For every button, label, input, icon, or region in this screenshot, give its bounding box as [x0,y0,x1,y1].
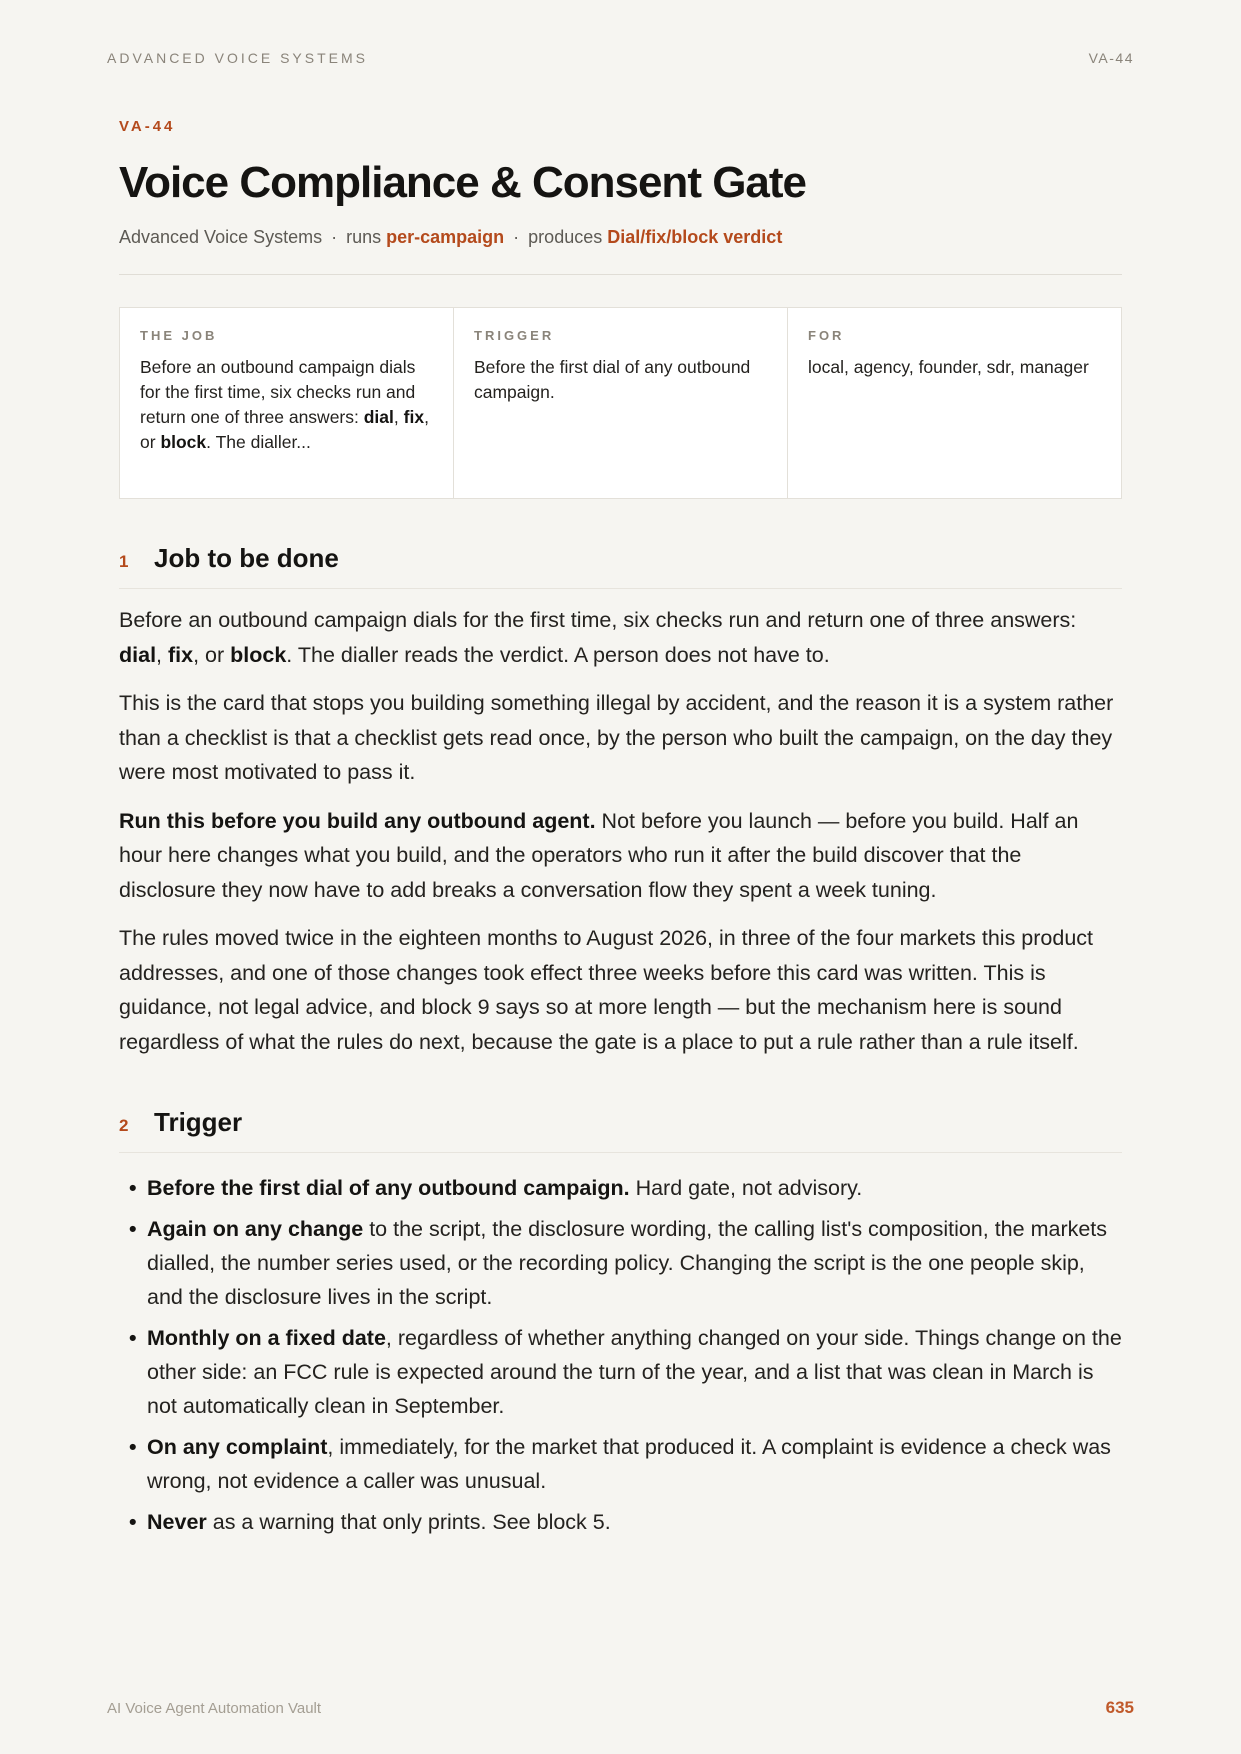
section-title: Job to be done [154,543,339,573]
summary-label: FOR [808,328,845,343]
meta-separator: · [513,227,520,247]
card-code: VA-44 [119,118,176,135]
section-heading [119,1107,1122,1153]
list-item: • Monthly on a fixed date, regardless of whether anything changed on your side. Things change on the other side: an FCC rule is expected around the turn of the year, and a list that was clean in March is not automatically clean in September. [119,1321,1122,1423]
paragraph: This is the card that stops you building something illegal by accident, and the reason it is a system rather than a checklist is that a checklist gets read once, by the person who built the campaign, on the day they were most motivated to pass it. [119,691,1114,784]
page-title: Voice Compliance & Consent Gate [119,158,807,207]
section-title: Trigger [154,1107,243,1137]
section-number: 1 [119,552,129,571]
list-item: • On any complaint, immediately, for the market that produced it. A complaint is evidence a check was wrong, not evidence a caller was unusual. [119,1430,1122,1498]
list-item: • Before the first dial of any outbound campaign. Hard gate, not advisory. [119,1171,1122,1205]
list-item: • Again on any change to the script, the disclosure wording, the calling list's composition, the markets dialled, the number series used, or the recording policy. Changing the script is the one people skip, and the disclosure lives in the script. [119,1212,1122,1314]
trigger-list [119,1171,1122,1539]
meta-separator: · [331,227,338,247]
section-heading [119,543,1122,589]
card-content [119,118,1122,1546]
section-trigger [119,1107,1122,1539]
meta-system: Advanced Voice Systems [119,227,323,247]
page-number: 635 [1105,1698,1134,1717]
paragraph: Before an outbound campaign dials for the first time, six checks run and return one of three answers: dial, fix, or block. The dialler reads the verdict. A person does not have to. [119,608,1077,667]
paragraph: Run this before you build any outbound agent. Not before you launch — before you build. Half an hour here changes what you build, and the operators who run it after the build discover that the disclosure they now have to add breaks a conversation flow they spent a week tuning. [119,808,1079,902]
list-item: • Never as a warning that only prints. See block 5. [119,1505,1122,1539]
summary-label: THE JOB [140,328,218,343]
section-job-to-be-done [119,543,1122,1059]
summary-cell-trigger [454,308,788,498]
summary-cell-job [120,308,454,498]
meta-runs-prefix: runs [346,227,382,247]
summary-cell-for [788,308,1121,498]
paragraph: The rules moved twice in the eighteen months to August 2026, in three of the four markets this product addresses, and one of those changes took effect three weeks before this card was written. This is guidance, not legal advice, and block 9 says so at more length — but the mechanism here is sound regardless of what the rules do next, because the gate is a place to put a rule rather than a rule itself. [119,926,1094,1054]
card-meta [119,227,1122,248]
summary-text: local, agency, founder, sdr, manager [808,357,1089,377]
running-head [107,50,1134,66]
meta-runs-value: per-campaign [386,227,505,247]
page-footer [107,1698,1134,1718]
summary-label: TRIGGER [474,328,555,343]
header-divider [119,274,1122,275]
meta-produces-prefix: produces [528,227,603,247]
summary-text: Before the first dial of any outbound campaign. [474,357,751,402]
running-head-code: VA-44 [1088,50,1134,66]
running-head-title: ADVANCED VOICE SYSTEMS [107,50,369,66]
section-number: 2 [119,1116,129,1135]
meta-produces-value: Dial/fix/block verdict [607,227,783,247]
summary-table [119,307,1122,499]
footer-title: AI Voice Agent Automation Vault [107,1700,322,1717]
summary-text: Before an outbound campaign dials for the first time, six checks run and return one of three answers: dial, fix, or block. The dialler... [140,357,429,452]
